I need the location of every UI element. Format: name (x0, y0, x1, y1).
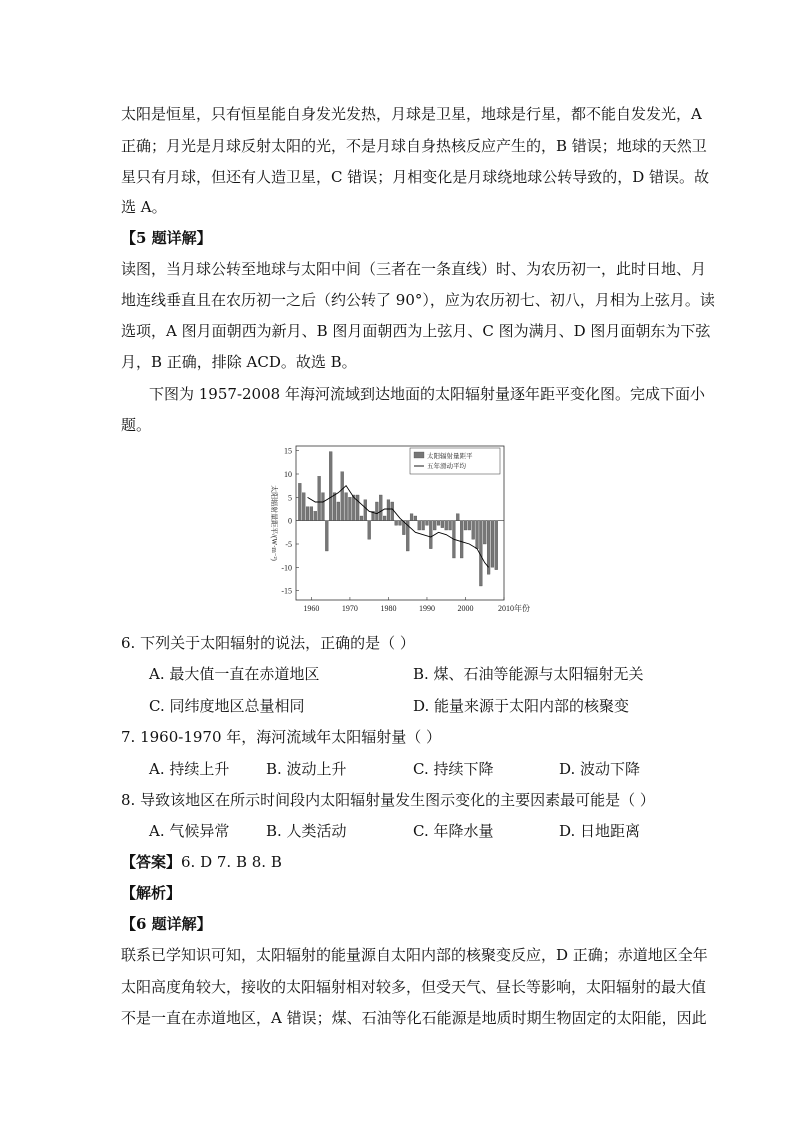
bar (445, 521, 448, 530)
bar (437, 521, 440, 526)
question-7-stem: 7. 1960-1970 年，海河流域年太阳辐射量（ ） (121, 728, 442, 746)
y-tick-label: 0 (288, 516, 292, 526)
bar (345, 493, 348, 521)
bar (322, 493, 325, 521)
text-line: 太阳是恒星，只有恒星能自身发光发热，月球是卫星，地球是行星，都不能自发发光，A (121, 105, 702, 123)
bar (456, 514, 459, 521)
bar (399, 521, 402, 526)
q7-option-d: D. 波动下降 (559, 760, 641, 778)
bar (422, 521, 425, 530)
q7-option-c: C. 持续下降 (413, 760, 494, 778)
bar (368, 521, 371, 540)
section-heading-q6: 【6 题详解】 (121, 915, 212, 933)
y-tick-label: -15 (281, 586, 292, 596)
text-line: 联系已学知识可知，太阳辐射的能量源自太阳内部的核聚变反应，D 正确；赤道地区全年 (121, 946, 708, 964)
bar (310, 507, 313, 521)
bar (483, 521, 486, 544)
text-line: 正确；月光是月球反射太阳的光，不是月球自身热核反应产生的，B 错误；地球的天然卫 (121, 137, 707, 155)
bar (387, 500, 390, 521)
y-tick-label: 15 (284, 446, 292, 456)
bar (495, 521, 498, 570)
y-tick-label: 5 (288, 493, 292, 503)
question-8-stem: 8. 导致该地区在所示时间段内太阳辐射量发生图示变化的主要因素最可能是（ ） (121, 791, 655, 809)
bar (464, 521, 467, 530)
bar (468, 521, 471, 530)
x-tick-label: 2010年份 (498, 604, 530, 613)
bar (325, 521, 328, 551)
bar (318, 476, 321, 520)
bar (337, 502, 340, 521)
x-tick-label: 1960 (303, 604, 320, 613)
y-tick-label: -5 (285, 540, 292, 549)
bar (410, 514, 413, 521)
x-tick-label: 1970 (341, 604, 358, 613)
legend-label: 太阳辐射量距平 (427, 453, 473, 460)
legend-bar-swatch (414, 452, 424, 458)
q7-option-b: B. 波动上升 (266, 760, 347, 778)
answer-line (121, 852, 282, 872)
q8-option-a: A. 气候异常 (149, 822, 230, 840)
bar (418, 521, 421, 530)
bar (333, 493, 336, 521)
bar (395, 521, 398, 526)
q6-option-d: D. 能量来源于太阳内部的核聚变 (413, 697, 630, 715)
bar (391, 502, 394, 521)
bar (314, 511, 317, 520)
bar (302, 493, 305, 521)
q7-option-a: A. 持续上升 (149, 760, 230, 778)
q8-option-c: C. 年降水量 (413, 822, 494, 840)
q6-option-c: C. 同纬度地区总量相同 (149, 697, 305, 715)
text-line: 不是一直在赤道地区，A 错误；煤、石油等化石能源是地质时期生物固定的太阳能，因此 (121, 1009, 707, 1027)
bar (383, 516, 386, 521)
y-tick-label: -10 (281, 563, 292, 573)
x-tick-label: 2000 (457, 604, 474, 613)
bar (472, 521, 475, 540)
section-heading-q5: 【5 题详解】 (121, 229, 212, 247)
bar (433, 521, 436, 530)
q6-option-b: B. 煤、石油等能源与太阳辐射无关 (413, 665, 644, 683)
bar (460, 521, 463, 558)
text-line: 选项，A 图月面朝西为新月、B 图月面朝西为上弦月、C 图为满月、D 图月面朝东为下弦 (121, 322, 711, 340)
answer-label: 【答案】 (121, 853, 182, 871)
legend-label: 五年滑动平均 (427, 463, 466, 470)
y-axis-label: 太阳辐射量距平/(W·m⁻²) (270, 485, 278, 561)
text-line: 选 A。 (121, 198, 167, 216)
x-tick-label: 1980 (380, 604, 397, 613)
bar (306, 507, 309, 521)
text-line: 地连线垂直且在农历初一之后（约公转了 90°），应为农历初七、初八，月相为上弦月。读 (121, 291, 715, 309)
bar (329, 452, 332, 521)
intro-line: 题。 (121, 416, 152, 434)
q8-option-d: D. 日地距离 (559, 822, 641, 840)
intro-line: 下图为 1957-2008 年海河流域到达地面的太阳辐射量逐年距平变化图。完成下面小 (149, 385, 705, 403)
bar (441, 521, 444, 528)
bar (476, 521, 479, 549)
solar-radiation-chart (262, 440, 530, 620)
bar (348, 497, 351, 520)
bar (429, 521, 432, 549)
bar (379, 495, 382, 521)
bar (426, 521, 429, 526)
text-line: 星只有月球，但还有人造卫星，C 错误；月相变化是月球绕地球公转导致的，D 错误。故 (121, 168, 710, 186)
bar (491, 521, 494, 568)
text-line: 太阳高度角较大，接收的太阳辐射相对较多，但受天气、昼长等影响，太阳辐射的最大值 (121, 978, 707, 996)
bar (341, 472, 344, 521)
x-tick-label: 1990 (418, 604, 435, 613)
question-6-stem: 6. 下列关于太阳辐射的说法，正确的是（ ） (121, 634, 415, 652)
chart-svg (262, 440, 530, 620)
q6-option-a: A. 最大值一直在赤道地区 (149, 665, 320, 683)
answer-text: 6. D 7. B 8. B (181, 853, 282, 871)
q8-option-b: B. 人类活动 (266, 822, 347, 840)
y-tick-label: 10 (284, 470, 292, 479)
bar (356, 495, 359, 521)
bar (298, 483, 301, 520)
bar (360, 516, 363, 521)
analysis-heading: 【解析】 (121, 884, 182, 902)
bar (375, 502, 378, 521)
text-line: 月，B 正确，排除 ACD。故选 B。 (121, 353, 357, 371)
bar (414, 516, 417, 521)
text-line: 读图，当月球公转至地球与太阳中间（三者在一条直线）时、为农历初一，此时日地、月 (121, 260, 707, 278)
bar (364, 500, 367, 521)
bar (449, 521, 452, 530)
